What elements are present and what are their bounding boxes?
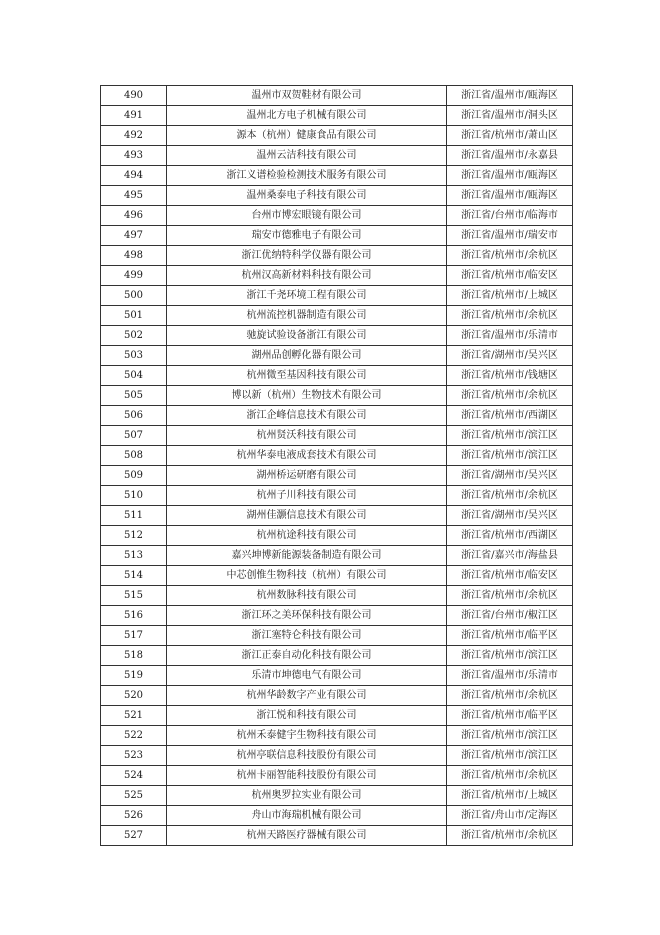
company-location: 浙江省/杭州市/临安区 [447, 566, 573, 586]
company-table-body [101, 86, 573, 846]
table-row [101, 666, 573, 686]
company-location: 浙江省/杭州市/余杭区 [447, 766, 573, 786]
row-number: 520 [101, 686, 167, 706]
company-name: 浙江千尧环境工程有限公司 [167, 286, 447, 306]
row-number: 513 [101, 546, 167, 566]
company-name: 浙江企峰信息技术有限公司 [167, 406, 447, 426]
company-location: 浙江省/杭州市/临安区 [447, 266, 573, 286]
company-location: 浙江省/杭州市/余杭区 [447, 486, 573, 506]
company-location: 浙江省/杭州市/余杭区 [447, 826, 573, 846]
company-location: 浙江省/杭州市/滨江区 [447, 446, 573, 466]
company-location: 浙江省/杭州市/滨江区 [447, 726, 573, 746]
row-number: 518 [101, 646, 167, 666]
row-number: 490 [101, 86, 167, 106]
company-location: 浙江省/杭州市/萧山区 [447, 126, 573, 146]
company-name: 温州桑泰电子科技有限公司 [167, 186, 447, 206]
table-row [101, 146, 573, 166]
row-number: 519 [101, 666, 167, 686]
table-row [101, 206, 573, 226]
row-number: 515 [101, 586, 167, 606]
row-number: 493 [101, 146, 167, 166]
company-name: 源本（杭州）健康食品有限公司 [167, 126, 447, 146]
table-row [101, 286, 573, 306]
table-row [101, 586, 573, 606]
company-name: 嘉兴坤博新能源装备制造有限公司 [167, 546, 447, 566]
company-location: 浙江省/台州市/椒江区 [447, 606, 573, 626]
row-number: 500 [101, 286, 167, 306]
company-name: 杭州流控机器制造有限公司 [167, 306, 447, 326]
row-number: 526 [101, 806, 167, 826]
company-location: 浙江省/杭州市/滨江区 [447, 746, 573, 766]
row-number: 496 [101, 206, 167, 226]
company-name: 杭州卡丽智能科技股份有限公司 [167, 766, 447, 786]
table-row [101, 566, 573, 586]
company-name: 湖州品创孵化器有限公司 [167, 346, 447, 366]
row-number: 495 [101, 186, 167, 206]
company-name: 浙江正泰自动化科技有限公司 [167, 646, 447, 666]
company-name: 温州云洁科技有限公司 [167, 146, 447, 166]
company-name: 浙江悦和科技有限公司 [167, 706, 447, 726]
row-number: 507 [101, 426, 167, 446]
company-name: 台州市博宏眼镜有限公司 [167, 206, 447, 226]
company-location: 浙江省/杭州市/余杭区 [447, 586, 573, 606]
company-name: 湖州佳灏信息技术有限公司 [167, 506, 447, 526]
table-row [101, 326, 573, 346]
table-row [101, 466, 573, 486]
company-location: 浙江省/嘉兴市/海盐县 [447, 546, 573, 566]
company-location: 浙江省/杭州市/西湖区 [447, 406, 573, 426]
row-number: 503 [101, 346, 167, 366]
row-number: 522 [101, 726, 167, 746]
table-row [101, 726, 573, 746]
company-name: 浙江环之美环保科技有限公司 [167, 606, 447, 626]
company-location: 浙江省/温州市/瓯海区 [447, 166, 573, 186]
row-number: 492 [101, 126, 167, 146]
company-name: 舟山市海瑞机械有限公司 [167, 806, 447, 826]
row-number: 509 [101, 466, 167, 486]
company-location: 浙江省/温州市/乐清市 [447, 326, 573, 346]
company-location: 浙江省/杭州市/余杭区 [447, 386, 573, 406]
company-location: 浙江省/杭州市/钱塘区 [447, 366, 573, 386]
company-name: 温州市双贺鞋材有限公司 [167, 86, 447, 106]
row-number: 517 [101, 626, 167, 646]
company-location: 浙江省/杭州市/临平区 [447, 626, 573, 646]
row-number: 523 [101, 746, 167, 766]
row-number: 498 [101, 246, 167, 266]
company-location: 浙江省/温州市/瓯海区 [447, 186, 573, 206]
table-row [101, 526, 573, 546]
company-location: 浙江省/湖州市/吴兴区 [447, 346, 573, 366]
document-page [100, 85, 572, 846]
company-location: 浙江省/杭州市/滨江区 [447, 426, 573, 446]
table-row [101, 546, 573, 566]
company-name: 浙江优纳特科学仪器有限公司 [167, 246, 447, 266]
row-number: 516 [101, 606, 167, 626]
table-row [101, 226, 573, 246]
company-location: 浙江省/温州市/瑞安市 [447, 226, 573, 246]
row-number: 508 [101, 446, 167, 466]
table-row [101, 446, 573, 466]
company-name: 博以新（杭州）生物技术有限公司 [167, 386, 447, 406]
company-name: 杭州贤沃科技有限公司 [167, 426, 447, 446]
table-row [101, 746, 573, 766]
company-name: 乐清市坤德电气有限公司 [167, 666, 447, 686]
table-row [101, 366, 573, 386]
row-number: 497 [101, 226, 167, 246]
company-location: 浙江省/舟山市/定海区 [447, 806, 573, 826]
table-row [101, 86, 573, 106]
table-row [101, 486, 573, 506]
company-location: 浙江省/湖州市/吴兴区 [447, 466, 573, 486]
row-number: 502 [101, 326, 167, 346]
table-row [101, 266, 573, 286]
row-number: 499 [101, 266, 167, 286]
table-row [101, 346, 573, 366]
row-number: 505 [101, 386, 167, 406]
company-name: 杭州华龄数字产业有限公司 [167, 686, 447, 706]
row-number: 504 [101, 366, 167, 386]
table-row [101, 386, 573, 406]
table-row [101, 126, 573, 146]
company-location: 浙江省/温州市/乐清市 [447, 666, 573, 686]
company-name: 湖州桥运研磨有限公司 [167, 466, 447, 486]
company-location: 浙江省/温州市/洞头区 [447, 106, 573, 126]
company-name: 杭州天路医疗器械有限公司 [167, 826, 447, 846]
table-row [101, 246, 573, 266]
row-number: 510 [101, 486, 167, 506]
row-number: 514 [101, 566, 167, 586]
row-number: 511 [101, 506, 167, 526]
row-number: 524 [101, 766, 167, 786]
table-row [101, 626, 573, 646]
table-row [101, 106, 573, 126]
company-location: 浙江省/湖州市/吴兴区 [447, 506, 573, 526]
company-location: 浙江省/台州市/临海市 [447, 206, 573, 226]
company-table [100, 85, 573, 846]
company-name: 浙江义谱检验检测技术服务有限公司 [167, 166, 447, 186]
company-name: 杭州微至基因科技有限公司 [167, 366, 447, 386]
company-name: 杭州汉高新材料科技有限公司 [167, 266, 447, 286]
company-location: 浙江省/杭州市/西湖区 [447, 526, 573, 546]
row-number: 527 [101, 826, 167, 846]
company-name: 杭州数脉科技有限公司 [167, 586, 447, 606]
table-row [101, 426, 573, 446]
company-name: 杭州禾泰健宇生物科技有限公司 [167, 726, 447, 746]
table-row [101, 166, 573, 186]
company-name: 杭州华泰电液成套技术有限公司 [167, 446, 447, 466]
table-row [101, 406, 573, 426]
table-row [101, 686, 573, 706]
company-name: 杭州奥罗拉实业有限公司 [167, 786, 447, 806]
company-name: 驰旋试验设备浙江有限公司 [167, 326, 447, 346]
table-row [101, 766, 573, 786]
row-number: 494 [101, 166, 167, 186]
table-row [101, 706, 573, 726]
company-location: 浙江省/杭州市/余杭区 [447, 306, 573, 326]
company-location: 浙江省/杭州市/临平区 [447, 706, 573, 726]
company-name: 杭州亭联信息科技股份有限公司 [167, 746, 447, 766]
table-row [101, 646, 573, 666]
company-location: 浙江省/温州市/瓯海区 [447, 86, 573, 106]
company-name: 中芯创惟生物科技（杭州）有限公司 [167, 566, 447, 586]
company-location: 浙江省/杭州市/余杭区 [447, 246, 573, 266]
row-number: 512 [101, 526, 167, 546]
row-number: 491 [101, 106, 167, 126]
table-row [101, 826, 573, 846]
row-number: 521 [101, 706, 167, 726]
company-location: 浙江省/杭州市/滨江区 [447, 646, 573, 666]
company-name: 浙江塞特仑科技有限公司 [167, 626, 447, 646]
table-row [101, 306, 573, 326]
table-row [101, 806, 573, 826]
table-row [101, 606, 573, 626]
company-name: 温州北方电子机械有限公司 [167, 106, 447, 126]
row-number: 506 [101, 406, 167, 426]
company-location: 浙江省/温州市/永嘉县 [447, 146, 573, 166]
company-name: 瑞安市德雅电子有限公司 [167, 226, 447, 246]
company-name: 杭州子川科技有限公司 [167, 486, 447, 506]
company-location: 浙江省/杭州市/余杭区 [447, 686, 573, 706]
company-location: 浙江省/杭州市/上城区 [447, 286, 573, 306]
row-number: 525 [101, 786, 167, 806]
table-row [101, 186, 573, 206]
company-name: 杭州杭途科技有限公司 [167, 526, 447, 546]
row-number: 501 [101, 306, 167, 326]
table-row [101, 786, 573, 806]
table-row [101, 506, 573, 526]
company-location: 浙江省/杭州市/上城区 [447, 786, 573, 806]
